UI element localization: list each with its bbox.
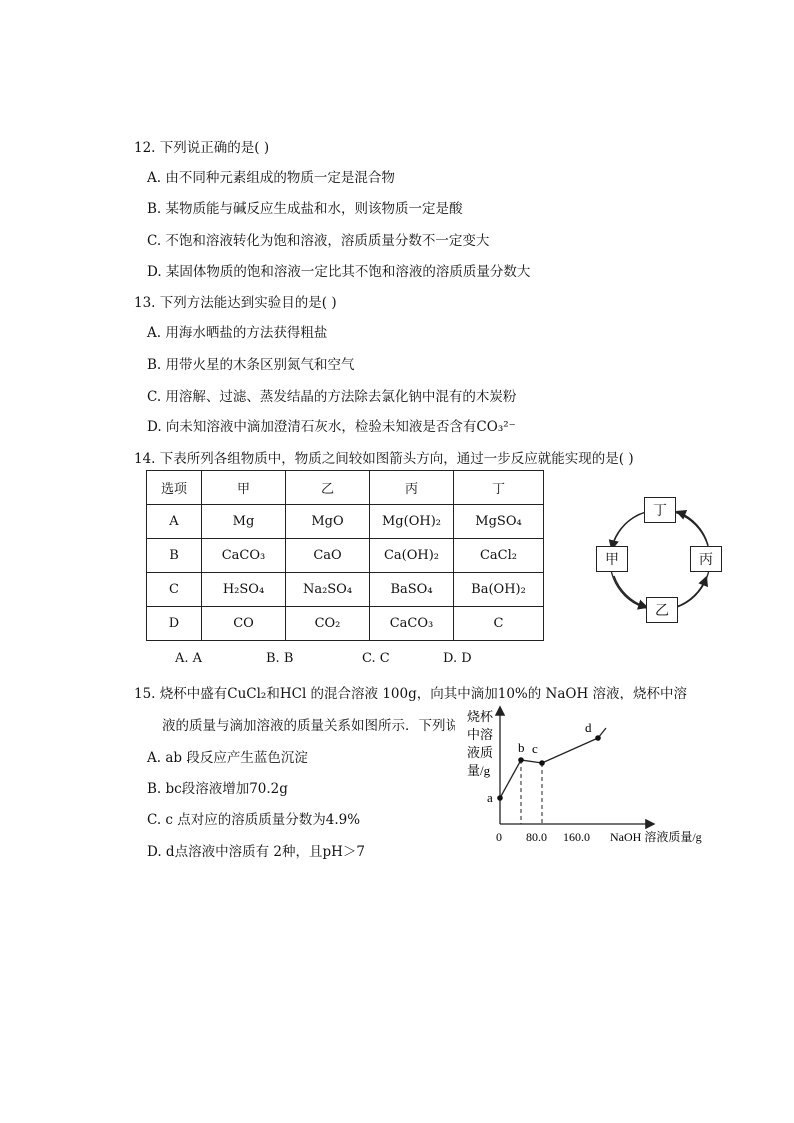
origin-label: 0 xyxy=(496,830,502,844)
q13-option-d: D. 向未知溶液中滴加澄清石灰水，检验未知液是否含有CO₃²⁻ xyxy=(147,419,516,435)
table-cell: D xyxy=(147,607,202,641)
q12-option-a: A. 由不同种元素组成的物质一定是混合物 xyxy=(147,170,395,186)
data-point-c xyxy=(539,760,545,766)
q14-table xyxy=(146,470,544,641)
q12-option-b: B. 某物质能与碱反应生成盐和水，则该物质一定是酸 xyxy=(147,201,463,217)
data-point-b xyxy=(518,757,524,763)
table-cell: Ba(OH)₂ xyxy=(454,573,544,607)
data-point-a xyxy=(497,795,503,801)
arrow-ding-to-jia xyxy=(612,514,640,548)
table-header: 丁 xyxy=(454,471,544,505)
arrow-yi-to-bing xyxy=(676,578,706,607)
series-line xyxy=(500,738,598,798)
data-label-b: b xyxy=(518,740,525,755)
q15-option-c: C. c 点对应的溶质质量分数为4.9% xyxy=(147,812,361,828)
y-axis-label-1: 烧杯 xyxy=(467,709,494,724)
table-row xyxy=(147,607,544,641)
q13-option-b: B. 用带火星的木条区别氮气和空气 xyxy=(147,357,355,373)
table-cell: C xyxy=(147,573,202,607)
q15-option-d: D. d点溶液中溶质有 2种，且pH＞7 xyxy=(147,844,365,860)
table-cell: B xyxy=(147,539,202,573)
q13-stem: 13. 下列方法能达到实验目的是( ) xyxy=(134,295,337,311)
cycle-node-ding: 丁 xyxy=(644,497,676,523)
x-axis-label: NaOH 溶液质量/g xyxy=(610,830,702,844)
data-label-d: d xyxy=(585,720,592,735)
q12-option-c: C. 不饱和溶液转化为饱和溶液，溶质质量分数不一定变大 xyxy=(147,233,490,249)
q15-option-a: A. ab 段反应产生蓝色沉淀 xyxy=(147,750,308,766)
q13-option-c: C. 用溶解、过滤、蒸发结晶的方法除去氯化钠中混有的木炭粉 xyxy=(147,389,517,405)
cycle-node-yi: 乙 xyxy=(646,597,678,623)
data-label-a: a xyxy=(487,790,493,805)
y-axis-label-2: 中溶 xyxy=(467,727,494,742)
q14-stem: 14. 下表所列各组物质中，物质之间较如图箭头方向，通过一步反应就能实现的是( ) xyxy=(134,451,634,467)
table-cell: MgSO₄ xyxy=(454,505,544,539)
table-header: 乙 xyxy=(286,471,370,505)
x-tick-label: 160.0 xyxy=(563,830,590,844)
q14-answer-b: B. B xyxy=(266,651,294,666)
q15-option-b: B. bc段溶液增加70.2g xyxy=(147,781,288,797)
q12-option-d: D. 某固体物质的饱和溶液一定比其不饱和溶液的溶质质量分数大 xyxy=(147,264,531,280)
table-cell: BaSO₄ xyxy=(370,573,454,607)
q14-answer-d: D. D xyxy=(443,651,472,666)
table-cell: CO xyxy=(202,607,286,641)
table-cell: CaCO₃ xyxy=(370,607,454,641)
table-cell: CO₂ xyxy=(286,607,370,641)
table-row xyxy=(147,539,544,573)
arrow-bing-to-ding xyxy=(678,512,708,545)
table-header-row xyxy=(147,471,544,505)
table-cell: Ca(OH)₂ xyxy=(370,539,454,573)
q15-mass-chart xyxy=(455,700,730,850)
table-row xyxy=(147,505,544,539)
table-cell: Mg(OH)₂ xyxy=(370,505,454,539)
table-cell: CaCl₂ xyxy=(454,539,544,573)
x-tick-label: 80.0 xyxy=(526,830,547,844)
q14-answer-c: C. C xyxy=(362,651,390,666)
table-cell: C xyxy=(454,607,544,641)
table-header: 选项 xyxy=(147,471,202,505)
data-point-d xyxy=(595,735,601,741)
q15-stem-line2: 液的质量与滴加溶液的质量关系如图所示．下列说 xyxy=(162,718,459,734)
table-cell: H₂SO₄ xyxy=(202,573,286,607)
table-row xyxy=(147,573,544,607)
table-cell: CaO xyxy=(286,539,370,573)
q13-option-a: A. 用海水晒盐的方法获得粗盐 xyxy=(147,325,328,341)
arrow-jia-to-yi xyxy=(614,576,646,607)
y-axis-label-3: 液质 xyxy=(467,745,494,760)
table-header: 丙 xyxy=(370,471,454,505)
q15-stem-line1: 15. 烧杯中盛有CuCl₂和HCl 的混合溶液 100g，向其中滴加10%的 NaOH 溶液，烧杯中溶 xyxy=(134,686,688,702)
data-label-c: c xyxy=(532,741,538,756)
table-header: 甲 xyxy=(202,471,286,505)
table-cell: Na₂SO₄ xyxy=(286,573,370,607)
q14-answer-a: A. A xyxy=(175,651,203,666)
q12-stem: 12. 下列说正确的是( ) xyxy=(134,140,270,156)
table-cell: CaCO₃ xyxy=(202,539,286,573)
cycle-node-bing: 丙 xyxy=(690,546,722,572)
table-cell: MgO xyxy=(286,505,370,539)
y-axis-label-4: 量/g xyxy=(467,763,491,778)
table-cell: Mg xyxy=(202,505,286,539)
table-cell: A xyxy=(147,505,202,539)
cycle-node-jia: 甲 xyxy=(596,546,628,572)
